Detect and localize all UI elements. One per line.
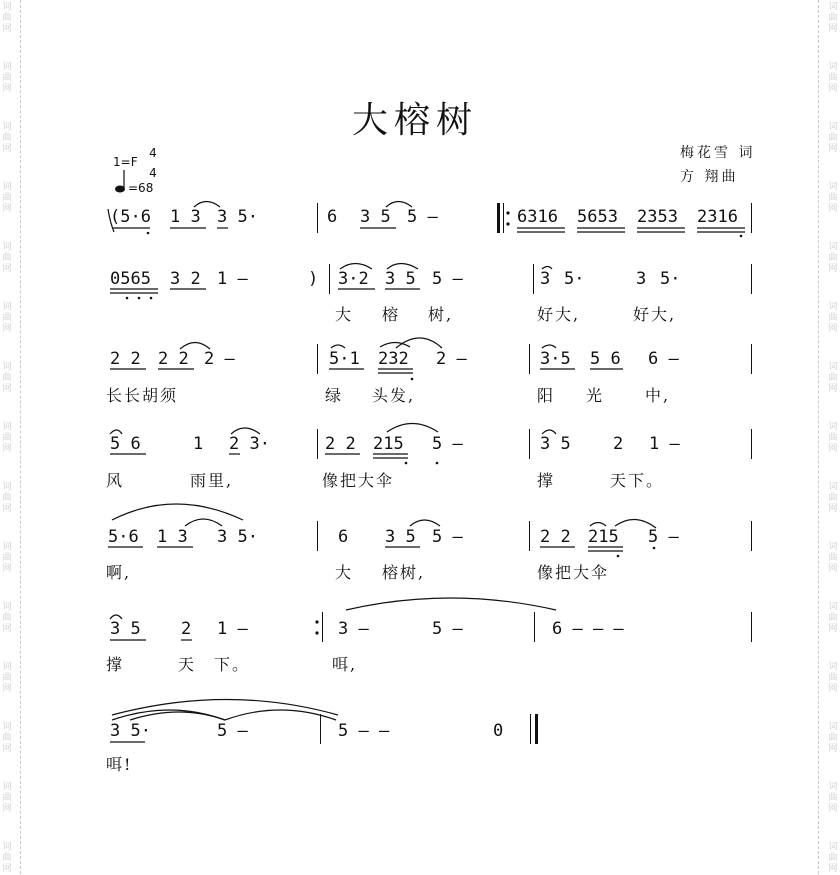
watermark-text: 词曲网 <box>828 242 838 274</box>
note-group: 0565 <box>110 269 151 289</box>
note-group: 2 2 <box>110 349 141 369</box>
watermark-text: 词曲网 <box>2 2 12 34</box>
note-group: 3·5 <box>540 349 571 369</box>
note-group: 3 <box>636 269 647 289</box>
note-group: 3 5 <box>360 207 391 227</box>
watermark-text: 词曲网 <box>2 482 12 514</box>
note-group: 3 2 <box>170 269 201 289</box>
note-group: 1 3 <box>170 207 201 227</box>
watermark-text: 词曲网 <box>2 182 12 214</box>
note-group: 215 <box>588 527 619 547</box>
note-group: 2 – <box>204 349 235 369</box>
lyric: 啊, <box>106 563 132 582</box>
note-group: 3 – <box>338 619 369 639</box>
note-group: 3 5 <box>540 434 571 454</box>
note-group: 5·6 <box>108 527 139 547</box>
lyric: 天 <box>178 655 197 674</box>
time-signature-bottom: 4 <box>149 166 157 180</box>
lyric: 雨里, <box>190 471 234 490</box>
watermark-text: 词曲网 <box>2 782 12 814</box>
note-group: 5 – <box>432 434 463 454</box>
note-group: 6 – <box>648 349 679 369</box>
note-group: 1 – <box>217 619 248 639</box>
lyric: 好大, <box>537 305 581 324</box>
note-group: 5·1 <box>329 349 360 369</box>
watermark-text: 词曲网 <box>2 842 12 874</box>
lyric: 像把大伞 <box>537 563 610 582</box>
note-group: 5· <box>564 269 585 289</box>
watermark-text: 词曲网 <box>2 242 12 274</box>
tempo-marking: =68 <box>128 181 154 195</box>
lyric: 榕 <box>382 305 401 324</box>
lyric: 下。 <box>214 655 251 674</box>
watermark-text: 词曲网 <box>828 542 838 574</box>
lyric: 阳 <box>537 386 556 405</box>
watermark-text: 词曲网 <box>828 2 838 34</box>
note-group: 6 – – – <box>552 619 624 639</box>
watermark-text: 词曲网 <box>2 722 12 754</box>
lyric: 中, <box>645 386 671 405</box>
watermark-text: 词曲网 <box>2 422 12 454</box>
note-group: 5 – <box>648 527 679 547</box>
lyric: 榕树, <box>382 563 426 582</box>
note-group: 6 <box>327 207 338 227</box>
lyric: 咡, <box>332 655 358 674</box>
watermark-text: 词曲网 <box>828 662 838 694</box>
lyric: 风 <box>106 471 125 490</box>
note-group: 3 5 <box>385 527 416 547</box>
watermark-text: 词曲网 <box>2 662 12 694</box>
composer-credit: 方 翔曲 <box>680 169 739 185</box>
lyricist-credit: 梅花雪 词 <box>680 145 756 161</box>
note-group: 5 – <box>432 527 463 547</box>
lyric: 咡! <box>106 755 133 774</box>
watermark-text: 词曲网 <box>2 602 12 634</box>
watermark-text: 词曲网 <box>828 302 838 334</box>
note-group: 2 3· <box>229 434 270 454</box>
note-group: 5 – <box>217 721 248 741</box>
note-group: 5 – <box>432 619 463 639</box>
lyric: 绿 <box>325 386 344 405</box>
note-group: 3 5 <box>385 269 416 289</box>
lyric: 像把大伞 <box>322 471 395 490</box>
watermark-text: 词曲网 <box>828 362 838 394</box>
note-group: 2316 <box>697 207 738 227</box>
note-group: 3 5· <box>217 527 258 547</box>
key-signature: 1=F <box>113 155 138 169</box>
note-group: 2 – <box>436 349 467 369</box>
note-group: 2 2 <box>540 527 571 547</box>
lyric: 天下。 <box>610 471 665 490</box>
note-group: 0 <box>493 721 504 741</box>
watermark-text: 词曲网 <box>828 122 838 154</box>
watermark-text: 词曲网 <box>2 302 12 334</box>
watermark-text: 词曲网 <box>828 782 838 814</box>
lyric: 撑 <box>537 471 556 490</box>
song-title: 大榕树 <box>351 100 478 141</box>
note-group: 2353 <box>637 207 678 227</box>
lyric: 大 <box>335 305 354 324</box>
note-group: 1 – <box>649 434 680 454</box>
lyric: 长长胡须 <box>106 386 179 405</box>
time-signature-top: 4 <box>149 146 157 160</box>
note-group: (5·6 <box>110 207 151 227</box>
watermark-text: 词曲网 <box>828 842 838 874</box>
lyric: 撑 <box>106 655 125 674</box>
watermark-text: 词曲网 <box>2 62 12 94</box>
watermark-text: 词曲网 <box>828 62 838 94</box>
watermark-text: 词曲网 <box>828 602 838 634</box>
note-group: 3 5· <box>217 207 258 227</box>
watermark-text: 词曲网 <box>828 182 838 214</box>
watermark-text: 词曲网 <box>2 542 12 574</box>
note-group: 3 5 <box>110 619 141 639</box>
note-group: 2 <box>613 434 624 454</box>
watermark-text: 词曲网 <box>828 722 838 754</box>
note-group: 6316 <box>517 207 558 227</box>
note-group: 6 <box>338 527 349 547</box>
note-group: 5 6 <box>110 434 141 454</box>
note-group: 5 – <box>407 207 438 227</box>
note-group: 5 – <box>432 269 463 289</box>
watermark-text: 词曲网 <box>2 122 12 154</box>
note-group: 3·2 <box>338 269 369 289</box>
lyric: 树, <box>428 305 454 324</box>
note-group: 1 3 <box>157 527 188 547</box>
watermark-text: 词曲网 <box>828 482 838 514</box>
watermark-text: 词曲网 <box>2 362 12 394</box>
lyric: 头发, <box>372 386 416 405</box>
note-group: 3 <box>540 269 551 289</box>
note-group: 2 2 <box>325 434 356 454</box>
note-group: 5 6 <box>590 349 621 369</box>
note-group: ) <box>308 269 319 289</box>
lyric: 大 <box>335 563 354 582</box>
note-group: 1 <box>193 434 204 454</box>
lyric: 光 <box>586 386 605 405</box>
note-group: 2 <box>181 619 192 639</box>
note-group: 5· <box>660 269 681 289</box>
note-group: 1 – <box>217 269 248 289</box>
note-group: 5653 <box>577 207 618 227</box>
note-group: 215 <box>373 434 404 454</box>
note-group: 5 – – <box>338 721 390 741</box>
note-group: 3 5· <box>110 721 151 741</box>
lyric: 好大, <box>633 305 677 324</box>
note-group: 232 <box>378 349 409 369</box>
note-group: 2 2 <box>158 349 189 369</box>
watermark-text: 词曲网 <box>828 422 838 454</box>
